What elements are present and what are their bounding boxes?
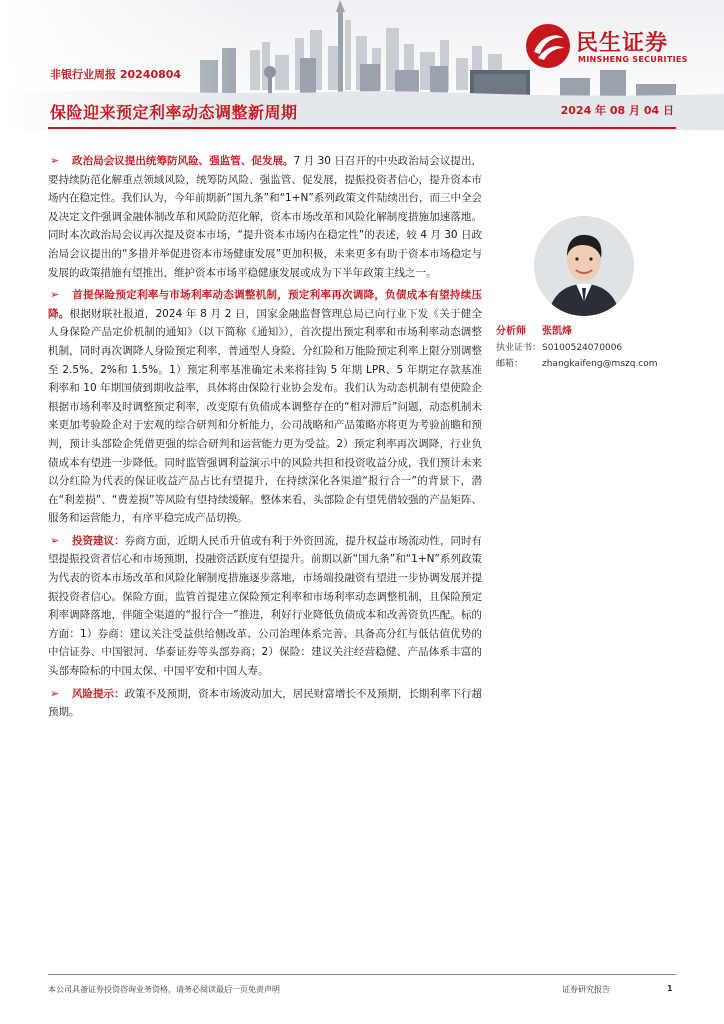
page-number: 1 [667, 984, 673, 993]
paragraph-lead: 政治局会议提出统筹防风险、强监管、促发展。 [72, 155, 294, 167]
paragraph-pricing-mechanism [48, 286, 482, 528]
analyst-info [496, 324, 676, 372]
report-title: 保险迎来预定利率动态调整新周期 [50, 103, 298, 122]
report-body [48, 152, 482, 726]
analyst-cert-row [496, 340, 676, 356]
header-divider [48, 127, 676, 129]
paragraph-text: 券商方面，近期人民币升值或有利于外资回流，提升权益市场流动性，同时有望提振投资者信心和市场预期，投融资活跃度有望提升。前期以新“国九条”和“1+N”系列政策为代表的资本市场改革和风险化解制度措施逐步落地，市场端投融资有望进一步协调发展并提振投资者信心。保险方面，监管首提建立保险预定利率和市场利率动态调整机制，且保险预定利率调降落地，伴随全渠道的“报行合一”推进，利好行业降低负债成本和改善资负匹配。标的方面：1）券商：建议关注受益供给侧改革、公司治理体系完善、具备高分红与低估值优势的中信证券、中国银河、华泰证券等头部券商；2）保险：建议关注经营稳健、产品体系丰富的头部寿险标的中国太保、中国平安和中国人寿。 [48, 534, 482, 678]
report-date: 2024 年 08 月 04 日 [560, 104, 674, 117]
logo-english-name: MINSHENG SECURITIES [578, 55, 688, 64]
analyst-role-label: 分析师 [496, 326, 526, 337]
minsheng-logo [524, 22, 704, 74]
logo-mark-icon [524, 22, 572, 70]
logo-name: 民生证券 [576, 31, 669, 56]
bullet-arrow-icon: ➢ [50, 686, 60, 700]
analyst-name: 张凯烽 [542, 326, 572, 337]
paragraph-politburo [48, 152, 482, 282]
report-type: 非银行业周报 20240804 [50, 68, 182, 81]
cert-number: S0100524070006 [542, 343, 623, 353]
paragraph-text: 政策不及预期，资本市场波动加大，居民财富增长不及预期，长期利率下行超预期。 [48, 687, 482, 719]
footer-disclaimer: 本公司具备证券投资咨询业务资格，请务必阅读最后一页免责声明 [48, 985, 280, 994]
cert-label: 执业证书： [496, 343, 542, 353]
paragraph-lead: 首提保险预定利率与市场利率动态调整机制，预定利率再次调降，负债成本有望持续压降。 [48, 289, 482, 320]
paragraph-text: 根据财联社报道，2024 年 8 月 2 日，国家金融监督管理总局已向行业下发《关于健全人身保险产品定价机制的通知》（以下简称《通知》），首次提出预定利率和市场利率动态调整机制，同时再次调降人身险预定利率，普通型人身险、分红险和万能险预定利率上限分别调整至 2.5%、2%和 1.5%。1）预定利率基准确定未来将挂钩 5 年期 LPR、5 年期定存款基准利率和 10 年期国债到期收益率，具体将由保险行业协会发布。我们认为动态机制有望使险企根据市场利率及时调整预定利率，改变原有负债成本调整存在的“相对滞后”问题，动态机制未来更加考验险企对于宏观的综合研判和分析能力，公司战略和产品策略亦将更为考验前瞻和预判，预计头部险企凭借更强的综合研判和运营能力更为受益。2）预定利率再次调降，行业负债成本有望进一步降低。同时监管强调利益演示中的风险共担和投资收益分成，我们预计未来以分红险为代表的保证收益产品占比有望提升，在持续深化各渠道“报行合一”的背景下，潜在“利差损”、“费差损”等风险有望持续缓解。整体来看，头部险企有望凭借较强的产品矩阵、服务和运营能力，有序平稳完成产品切换。 [48, 307, 482, 525]
analyst-photo [534, 216, 634, 316]
paragraph-lead: 投资建议： [72, 534, 125, 547]
bullet-arrow-icon: ➢ [50, 154, 60, 167]
paragraph-text: 7 月 30 日召开的中央政治局会议提出，要持续防范化解重点领域风险，统筹防风险、强监管、促发展，提振投资者信心，提升资本市场内在稳定性。我们认为，今年前期新“国九条”和“1+N”系列政策文件陆续出台，而三中全会及决定文件强调金融体制改革和风险防范化解，资本市场改革和风险化解制度措施加速落地。同时本次政治局会议再次提及资本市场，“提升资本市场内在稳定性”的表述，较 4 月 30 日政治局会议提出的“多措并举促进资本市场健康发展”更加积极，未来更多有助于资本市场稳定与发展的政策措施有望推出，维护资本市场平稳健康发展或成为下半年政策主线之一。 [48, 155, 482, 279]
analyst-name-row [496, 324, 676, 340]
paragraph-risk-warning [48, 685, 482, 722]
analyst-email-row [496, 356, 676, 372]
email-label: 邮箱： [496, 359, 524, 369]
paragraph-lead: 风险提示： [72, 687, 125, 700]
page-header [0, 0, 724, 130]
bullet-arrow-icon: ➢ [50, 288, 60, 302]
footer-report-label: 证券研究报告 [562, 985, 610, 994]
analyst-email[interactable]: zhangkaifeng@mszq.com [542, 359, 658, 369]
paragraph-investment-advice [48, 532, 482, 681]
analyst-portrait-icon [534, 216, 634, 316]
bullet-arrow-icon: ➢ [50, 533, 60, 547]
footer-divider [48, 974, 676, 975]
